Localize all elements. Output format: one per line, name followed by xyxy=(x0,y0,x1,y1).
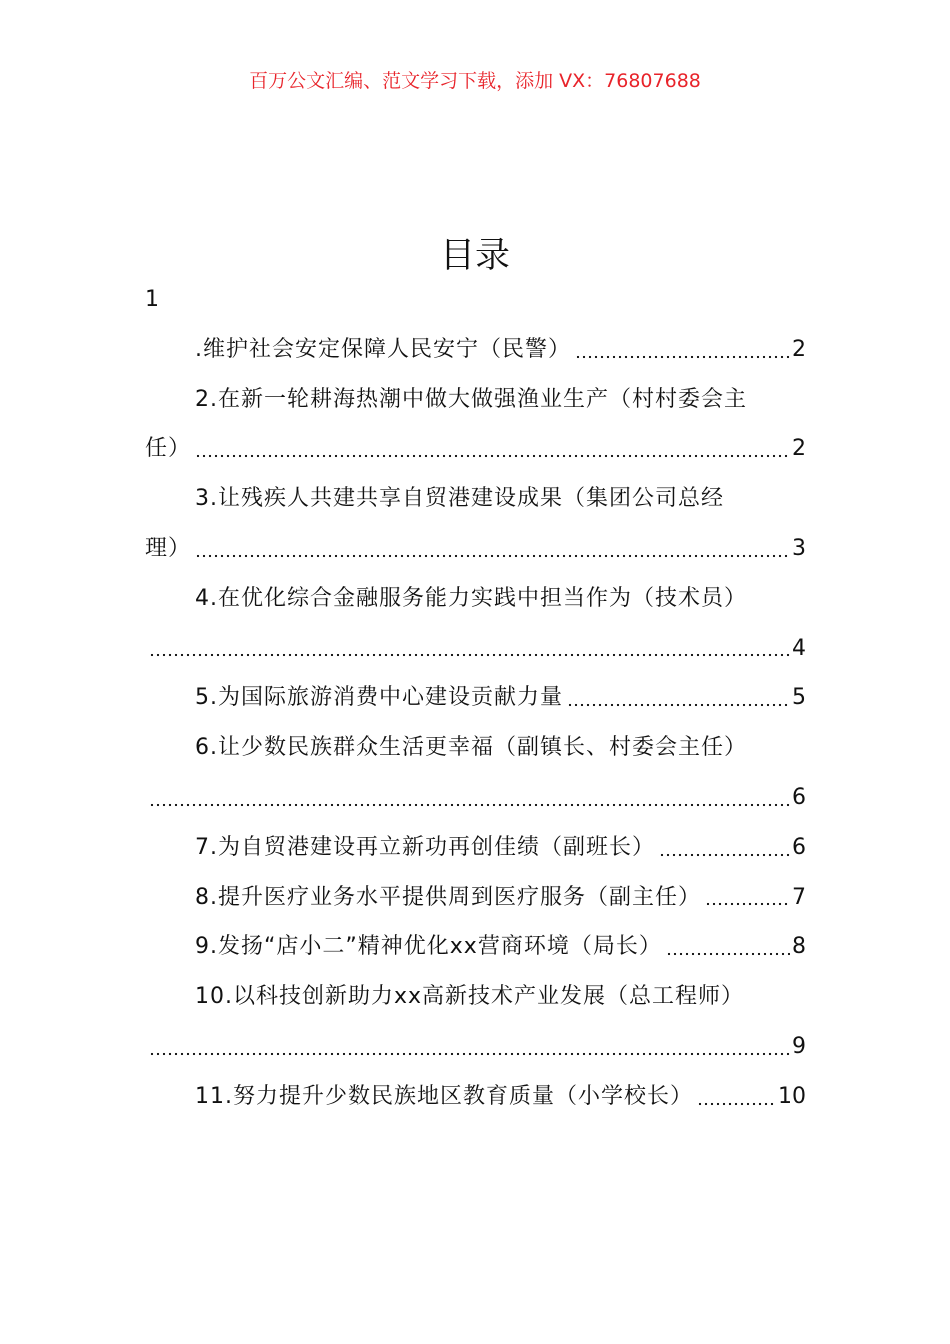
watermark-header: 百万公文汇编、范文学习下载，添加 VX：76807688 xyxy=(249,70,701,92)
toc-entry[interactable] xyxy=(145,1022,806,1072)
toc-entry-title: 9.发扬“店小二”精神优化xx营商环境（局长） xyxy=(195,934,662,960)
toc-page-number: 5 xyxy=(792,685,806,711)
toc-entry-title: 3.让残疾人共建共享自贸港建设成果（集团公司总经 xyxy=(195,486,724,512)
toc-entry[interactable] xyxy=(145,823,806,873)
toc-entry[interactable] xyxy=(145,972,806,1022)
toc-page-number: 8 xyxy=(792,934,806,960)
toc-entry[interactable] xyxy=(145,325,806,375)
dot-leader xyxy=(659,853,790,857)
toc-entry[interactable] xyxy=(145,524,806,574)
toc-page-number: 2 xyxy=(792,436,806,462)
toc-entry-title: 1 xyxy=(145,287,160,312)
toc-entry[interactable] xyxy=(145,773,806,823)
toc-entry-title: 4.在优化综合金融服务能力实践中担当作为（技术员） xyxy=(195,585,747,611)
toc-page-number: 6 xyxy=(792,784,806,810)
toc-entry-title: .维护社会安定保障人民安宁（民警） xyxy=(195,336,571,362)
toc-entry[interactable] xyxy=(145,474,806,524)
toc-entry-title: 2.在新一轮耕海热潮中做大做强渔业生产（村村委会主 xyxy=(195,386,747,412)
toc-page-number: 10 xyxy=(778,1083,806,1109)
dot-leader xyxy=(666,952,790,956)
toc-page-number: 7 xyxy=(792,884,806,910)
toc-page-number: 2 xyxy=(792,336,806,362)
table-of-contents xyxy=(145,275,806,1122)
dot-leader xyxy=(705,902,790,906)
toc-entry[interactable] xyxy=(145,424,806,474)
dot-leader xyxy=(149,1052,790,1056)
dot-leader xyxy=(575,355,790,359)
toc-entry[interactable] xyxy=(145,1072,806,1122)
toc-page-number: 6 xyxy=(792,834,806,860)
dot-leader xyxy=(567,703,790,707)
toc-page-number: 3 xyxy=(792,535,806,561)
toc-entry-title: 7.为自贸港建设再立新功再创佳绩（副班长） xyxy=(195,834,655,860)
toc-entry-title: 8.提升医疗业务水平提供周到医疗服务（副主任） xyxy=(195,884,701,910)
toc-page-number: 4 xyxy=(792,635,806,661)
toc-entry-title: 11.努力提升少数民族地区教育质量（小学校长） xyxy=(195,1083,693,1109)
toc-entry[interactable] xyxy=(145,275,806,325)
toc-entry[interactable] xyxy=(145,922,806,972)
dot-leader xyxy=(195,554,790,558)
dot-leader xyxy=(149,803,790,807)
toc-entry-title: 理） xyxy=(145,535,192,561)
toc-entry[interactable] xyxy=(145,673,806,723)
toc-entry-title: 任） xyxy=(145,436,192,462)
dot-leader xyxy=(697,1102,776,1106)
toc-entry[interactable] xyxy=(145,723,806,773)
toc-entry-title: 10.以科技创新助力xx高新技术产业发展（总工程师） xyxy=(195,984,745,1010)
toc-entry[interactable] xyxy=(145,873,806,923)
page-title: 目录 xyxy=(439,236,510,276)
toc-entry-title: 6.让少数民族群众生活更幸福（副镇长、村委会主任） xyxy=(195,735,747,761)
toc-entry[interactable] xyxy=(145,624,806,674)
toc-entry[interactable] xyxy=(145,574,806,624)
dot-leader xyxy=(149,653,790,657)
toc-page-number: 9 xyxy=(792,1033,806,1059)
dot-leader xyxy=(195,454,790,458)
toc-entry-title: 5.为国际旅游消费中心建设贡献力量 xyxy=(195,685,563,711)
toc-entry[interactable] xyxy=(145,375,806,425)
